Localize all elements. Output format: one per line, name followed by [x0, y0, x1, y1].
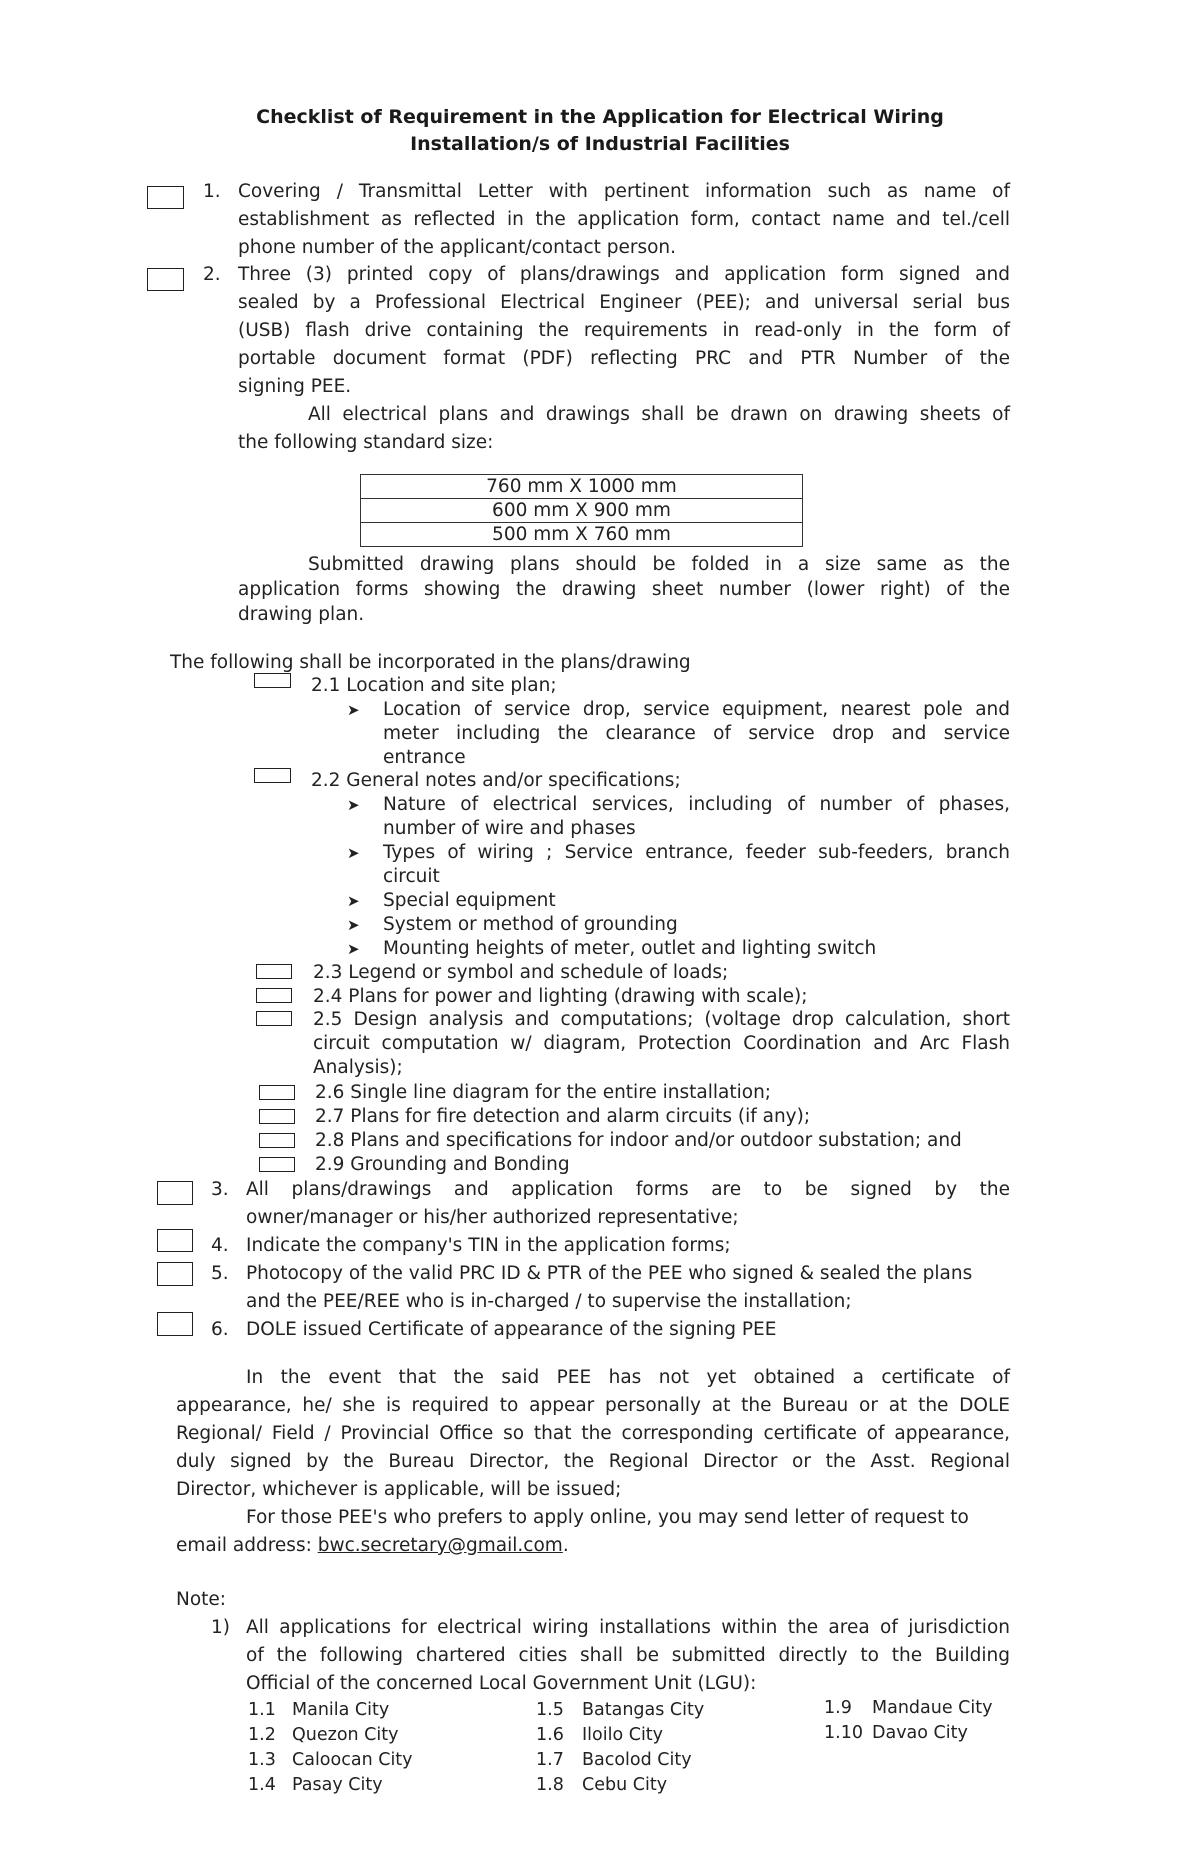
city-name: Iloilo City [582, 1725, 664, 1745]
city-name: Pasay City [292, 1775, 383, 1795]
city-name: Cebu City [582, 1775, 668, 1795]
item-6-number: 6. [211, 1319, 229, 1340]
item-2-para-line2: the following standard size: [238, 432, 494, 453]
sub-2-2-bullet5: Mounting heights of meter, outlet and lighting switch [383, 938, 877, 959]
appearance-para-line2: appearance, he/ she is required to appear personally at the Bureau or at the DOLE [176, 1395, 1010, 1416]
online-para-line1: For those PEE's who prefers to apply online, you may send letter of request to [246, 1507, 969, 1528]
city-number: 1.2 [248, 1725, 276, 1745]
arrow-bullet-icon: ➤ [347, 844, 360, 862]
note-1-line1: All applications for electrical wiring installations within the area of jurisdiction [246, 1617, 1010, 1638]
sub-2-6-label: 2.6 Single line diagram for the entire installation; [315, 1082, 772, 1103]
item-1-number: 1. [203, 181, 221, 202]
item-1-line2: establishment as reflected in the application form, contact name and tel./cell [238, 209, 1010, 230]
checkbox-item-2[interactable] [147, 268, 184, 291]
note-1-line3: Official of the concerned Local Government Unit (LGU): [246, 1673, 757, 1694]
fold-note-line3: drawing plan. [238, 604, 365, 625]
email-label: email address: [176, 1535, 318, 1556]
city-name: Manila City [292, 1700, 390, 1720]
sub-2-9-label: 2.9 Grounding and Bonding [315, 1154, 570, 1175]
online-para-line2 [176, 1532, 569, 1560]
sheet-size-1: 760 mm X 1000 mm [361, 475, 803, 499]
item-4-number: 4. [211, 1235, 229, 1256]
note-1-line2: of the following chartered cities shall be submitted directly to the Building [246, 1645, 1010, 1666]
item-4-line1: Indicate the company's TIN in the application forms; [246, 1235, 731, 1256]
item-5-line2: and the PEE/REE who is in-charged / to supervise the installation; [246, 1291, 852, 1312]
item-2-line4: portable document format (PDF) reflecting PRC and PTR Number of the [238, 348, 1010, 369]
email-link[interactable]: bwc.secretary@gmail.com [317, 1535, 563, 1556]
sub-2-1-label: 2.1 Location and site plan; [311, 675, 557, 696]
checkbox-item-5[interactable] [157, 1262, 193, 1286]
checkbox-2-5[interactable] [256, 1011, 292, 1026]
item-2-line3: (USB) flash drive containing the requirements in read-only in the form of [238, 320, 1010, 341]
sub-2-2-bullet3: Special equipment [383, 890, 556, 911]
appearance-para-line3: Regional/ Field / Provincial Office so that the corresponding certificate of appearance, [176, 1423, 1010, 1444]
sub-2-1-bullet1-line2: meter including the clearance of service drop and service [383, 723, 1010, 744]
city-name: Bacolod City [582, 1750, 692, 1770]
item-2-line5: signing PEE. [238, 376, 352, 397]
city-name: Davao City [872, 1723, 968, 1743]
item-1-line3: phone number of the applicant/contact person. [238, 237, 677, 258]
checkbox-item-3[interactable] [157, 1181, 193, 1205]
item-5-number: 5. [211, 1263, 229, 1284]
item-2-line1: Three (3) printed copy of plans/drawings and application form signed and [238, 264, 1010, 285]
checkbox-item-1[interactable] [147, 186, 184, 209]
arrow-bullet-icon: ➤ [347, 701, 360, 719]
following-heading: The following shall be incorporated in the plans/drawing [170, 652, 691, 673]
checkbox-2-7[interactable] [259, 1109, 295, 1124]
sheet-size-3: 500 mm X 760 mm [361, 523, 803, 547]
arrow-bullet-icon: ➤ [347, 892, 360, 910]
sub-2-2-bullet4: System or method of grounding [383, 914, 678, 935]
city-number: 1.7 [536, 1750, 564, 1770]
checkbox-2-4[interactable] [256, 988, 292, 1003]
city-number: 1.8 [536, 1775, 564, 1795]
sub-2-2-label: 2.2 General notes and/or specifications; [311, 770, 681, 791]
sub-2-1-bullet1-line3: entrance [383, 747, 466, 768]
sub-2-7-label: 2.7 Plans for fire detection and alarm circuits (if any); [315, 1106, 811, 1127]
item-2-para-line1: All electrical plans and drawings shall be drawn on drawing sheets of [308, 404, 1010, 425]
sub-2-2-bullet1-line2: number of wire and phases [383, 818, 636, 839]
item-1-line1: Covering / Transmittal Letter with pertinent information such as name of [238, 181, 1010, 202]
sheet-size-2: 600 mm X 900 mm [361, 499, 803, 523]
sub-2-4-label: 2.4 Plans for power and lighting (drawing with scale); [313, 986, 808, 1007]
drawing-sheet-size-table [360, 474, 803, 547]
arrow-bullet-icon: ➤ [347, 916, 360, 934]
note-label: Note: [176, 1589, 227, 1610]
sub-2-1-bullet1-line1: Location of service drop, service equipment, nearest pole and [383, 699, 1010, 720]
appearance-para-line5: Director, whichever is applicable, will be issued; [176, 1479, 622, 1500]
sub-2-5-line1: 2.5 Design analysis and computations; (voltage drop calculation, short [313, 1009, 1010, 1030]
document-title-line1: Checklist of Requirement in the Application for Electrical Wiring [256, 106, 944, 128]
sub-2-8-label: 2.8 Plans and specifications for indoor and/or outdoor substation; and [315, 1130, 962, 1151]
city-number: 1.6 [536, 1725, 564, 1745]
item-2-number: 2. [203, 264, 221, 285]
sub-2-5-line3: Analysis); [313, 1057, 403, 1078]
city-name: Batangas City [582, 1700, 705, 1720]
arrow-bullet-icon: ➤ [347, 940, 360, 958]
checkbox-2-1[interactable] [254, 673, 291, 688]
checkbox-2-6[interactable] [259, 1085, 295, 1100]
note-1-number: 1) [211, 1617, 230, 1638]
checkbox-2-3[interactable] [256, 964, 292, 979]
appearance-para-line4: duly signed by the Bureau Director, the Regional Director or the Asst. Regional [176, 1451, 1010, 1472]
city-number: 1.3 [248, 1750, 276, 1770]
item-6-line1: DOLE issued Certificate of appearance of the signing PEE [246, 1319, 777, 1340]
checkbox-item-6[interactable] [157, 1312, 193, 1336]
city-number: 1.1 [248, 1700, 276, 1720]
fold-note-line1: Submitted drawing plans should be folded in a size same as the [308, 554, 1010, 575]
sub-2-2-bullet2-line1: Types of wiring ; Service entrance, feeder sub-feeders, branch [383, 842, 1010, 863]
item-3-number: 3. [211, 1179, 229, 1200]
sub-2-2-bullet2-line2: circuit [383, 866, 440, 887]
item-2-line2: sealed by a Professional Electrical Engineer (PEE); and universal serial bus [238, 292, 1010, 313]
sub-2-3-label: 2.3 Legend or symbol and schedule of loads; [313, 962, 729, 983]
sub-2-2-bullet1-line1: Nature of electrical services, including of number of phases, [383, 794, 1010, 815]
city-number: 1.4 [248, 1775, 276, 1795]
city-name: Mandaue City [872, 1698, 993, 1718]
checkbox-2-8[interactable] [259, 1133, 295, 1148]
city-name: Quezon City [292, 1725, 399, 1745]
city-number: 1.9 [824, 1698, 852, 1718]
city-number: 1.10 [824, 1723, 863, 1743]
appearance-para-line1: In the event that the said PEE has not yet obtained a certificate of [246, 1367, 1010, 1388]
document-title-line2: Installation/s of Industrial Facilities [410, 133, 790, 155]
arrow-bullet-icon: ➤ [347, 796, 360, 814]
fold-note-line2: application forms showing the drawing sheet number (lower right) of the [238, 579, 1010, 600]
item-3-line1: All plans/drawings and application forms are to be signed by the [246, 1179, 1010, 1200]
sub-2-5-line2: circuit computation w/ diagram, Protection Coordination and Arc Flash [313, 1033, 1010, 1054]
checkbox-item-4[interactable] [157, 1229, 193, 1252]
city-number: 1.5 [536, 1700, 564, 1720]
item-3-line2: owner/manager or his/her authorized representative; [246, 1207, 739, 1228]
checkbox-2-9[interactable] [259, 1157, 295, 1172]
email-period: . [562, 1535, 569, 1556]
city-name: Caloocan City [292, 1750, 413, 1770]
checkbox-2-2[interactable] [254, 768, 291, 783]
item-5-line1: Photocopy of the valid PRC ID & PTR of the PEE who signed & sealed the plans [246, 1263, 973, 1284]
